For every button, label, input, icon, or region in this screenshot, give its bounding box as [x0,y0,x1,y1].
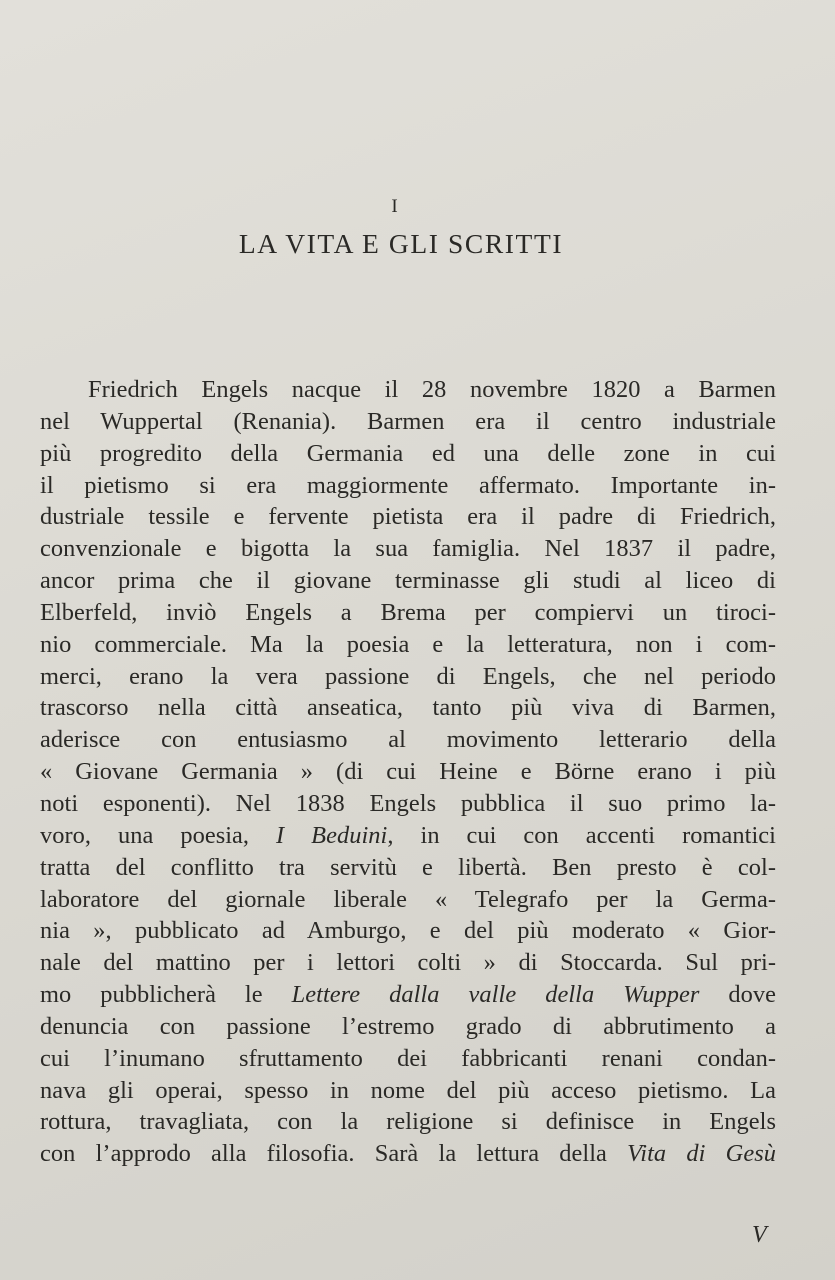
text-line: merci, erano la vera passione di Engels, che nel periodo [40,662,776,690]
text-span: dove [699,981,776,1009]
italic-title: Vita di Gesù [627,1140,776,1168]
text-line: nale del mattino per i lettori colti » di Stoccarda. Sul pri- [40,949,776,977]
body-paragraph [40,374,776,1170]
text-line: convenzionale e bigotta la sua famiglia. Nel 1837 il padre, [40,535,776,563]
text-span: voro, una poesia, [40,821,277,849]
text-span: con l’approdo alla filosofia. Sarà la lettura della [40,1140,628,1168]
text-line: « Giovane Germania » (di cui Heine e Börne erano i più [40,758,776,786]
text-line: ancor prima che il giovane terminasse gli studi al liceo di [40,567,776,595]
page-number: V [752,1222,767,1248]
text-line: Elberfeld, inviò Engels a Brema per compiervi un tiroci- [40,598,776,626]
text-line: nava gli operai, spesso in nome del più acceso pietismo. La [40,1076,776,1104]
text-line [40,820,776,852]
text-line: nel Wuppertal (Renania). Barmen era il centro industriale [40,407,776,435]
italic-title: I Beduini [276,821,388,849]
text-line: laboratore del giornale liberale « Telegrafo per la Germa- [40,885,776,913]
text-line: aderisce con entusiasmo al movimento letterario della [40,726,776,754]
text-line [40,1138,776,1170]
text-line: noti esponenti). Nel 1838 Engels pubblica il suo primo la- [40,789,776,817]
text-line: nia », pubblicato ad Amburgo, e del più moderato « Gior- [40,917,776,945]
text-line: dustriale tessile e fervente pietista era il padre di Friedrich, [40,503,776,531]
text-line: più progredito della Germania ed una delle zone in cui [40,439,776,467]
text-line: il pietismo si era maggiormente affermato. Importante in- [40,471,776,499]
text-span: mo pubblicherà le [40,981,292,1009]
text-line: trascorso nella città anseatica, tanto più viva di Barmen, [40,694,776,722]
text-line: tratta del conflitto tra servitù e libertà. Ben presto è col- [40,853,776,881]
text-span: , in cui con accenti romantici [387,821,776,849]
italic-title: Lettere dalla valle della Wupper [291,981,700,1009]
text-line: cui l’inumano sfruttamento dei fabbricanti renani condan- [40,1044,776,1072]
text-line [40,979,776,1011]
text-line: denuncia con passione l’estremo grado di abbrutimento a [40,1012,776,1040]
text-line: nio commerciale. Ma la poesia e la letteratura, non i com- [40,630,776,658]
chapter-number: I [391,196,399,217]
text-line: rottura, travagliata, con la religione si definisce in Engels [40,1108,776,1136]
chapter-title: LA VITA E GLI SCRITTI [238,228,564,259]
text-line: Friedrich Engels nacque il 28 novembre 1820 a Barmen [88,376,776,403]
